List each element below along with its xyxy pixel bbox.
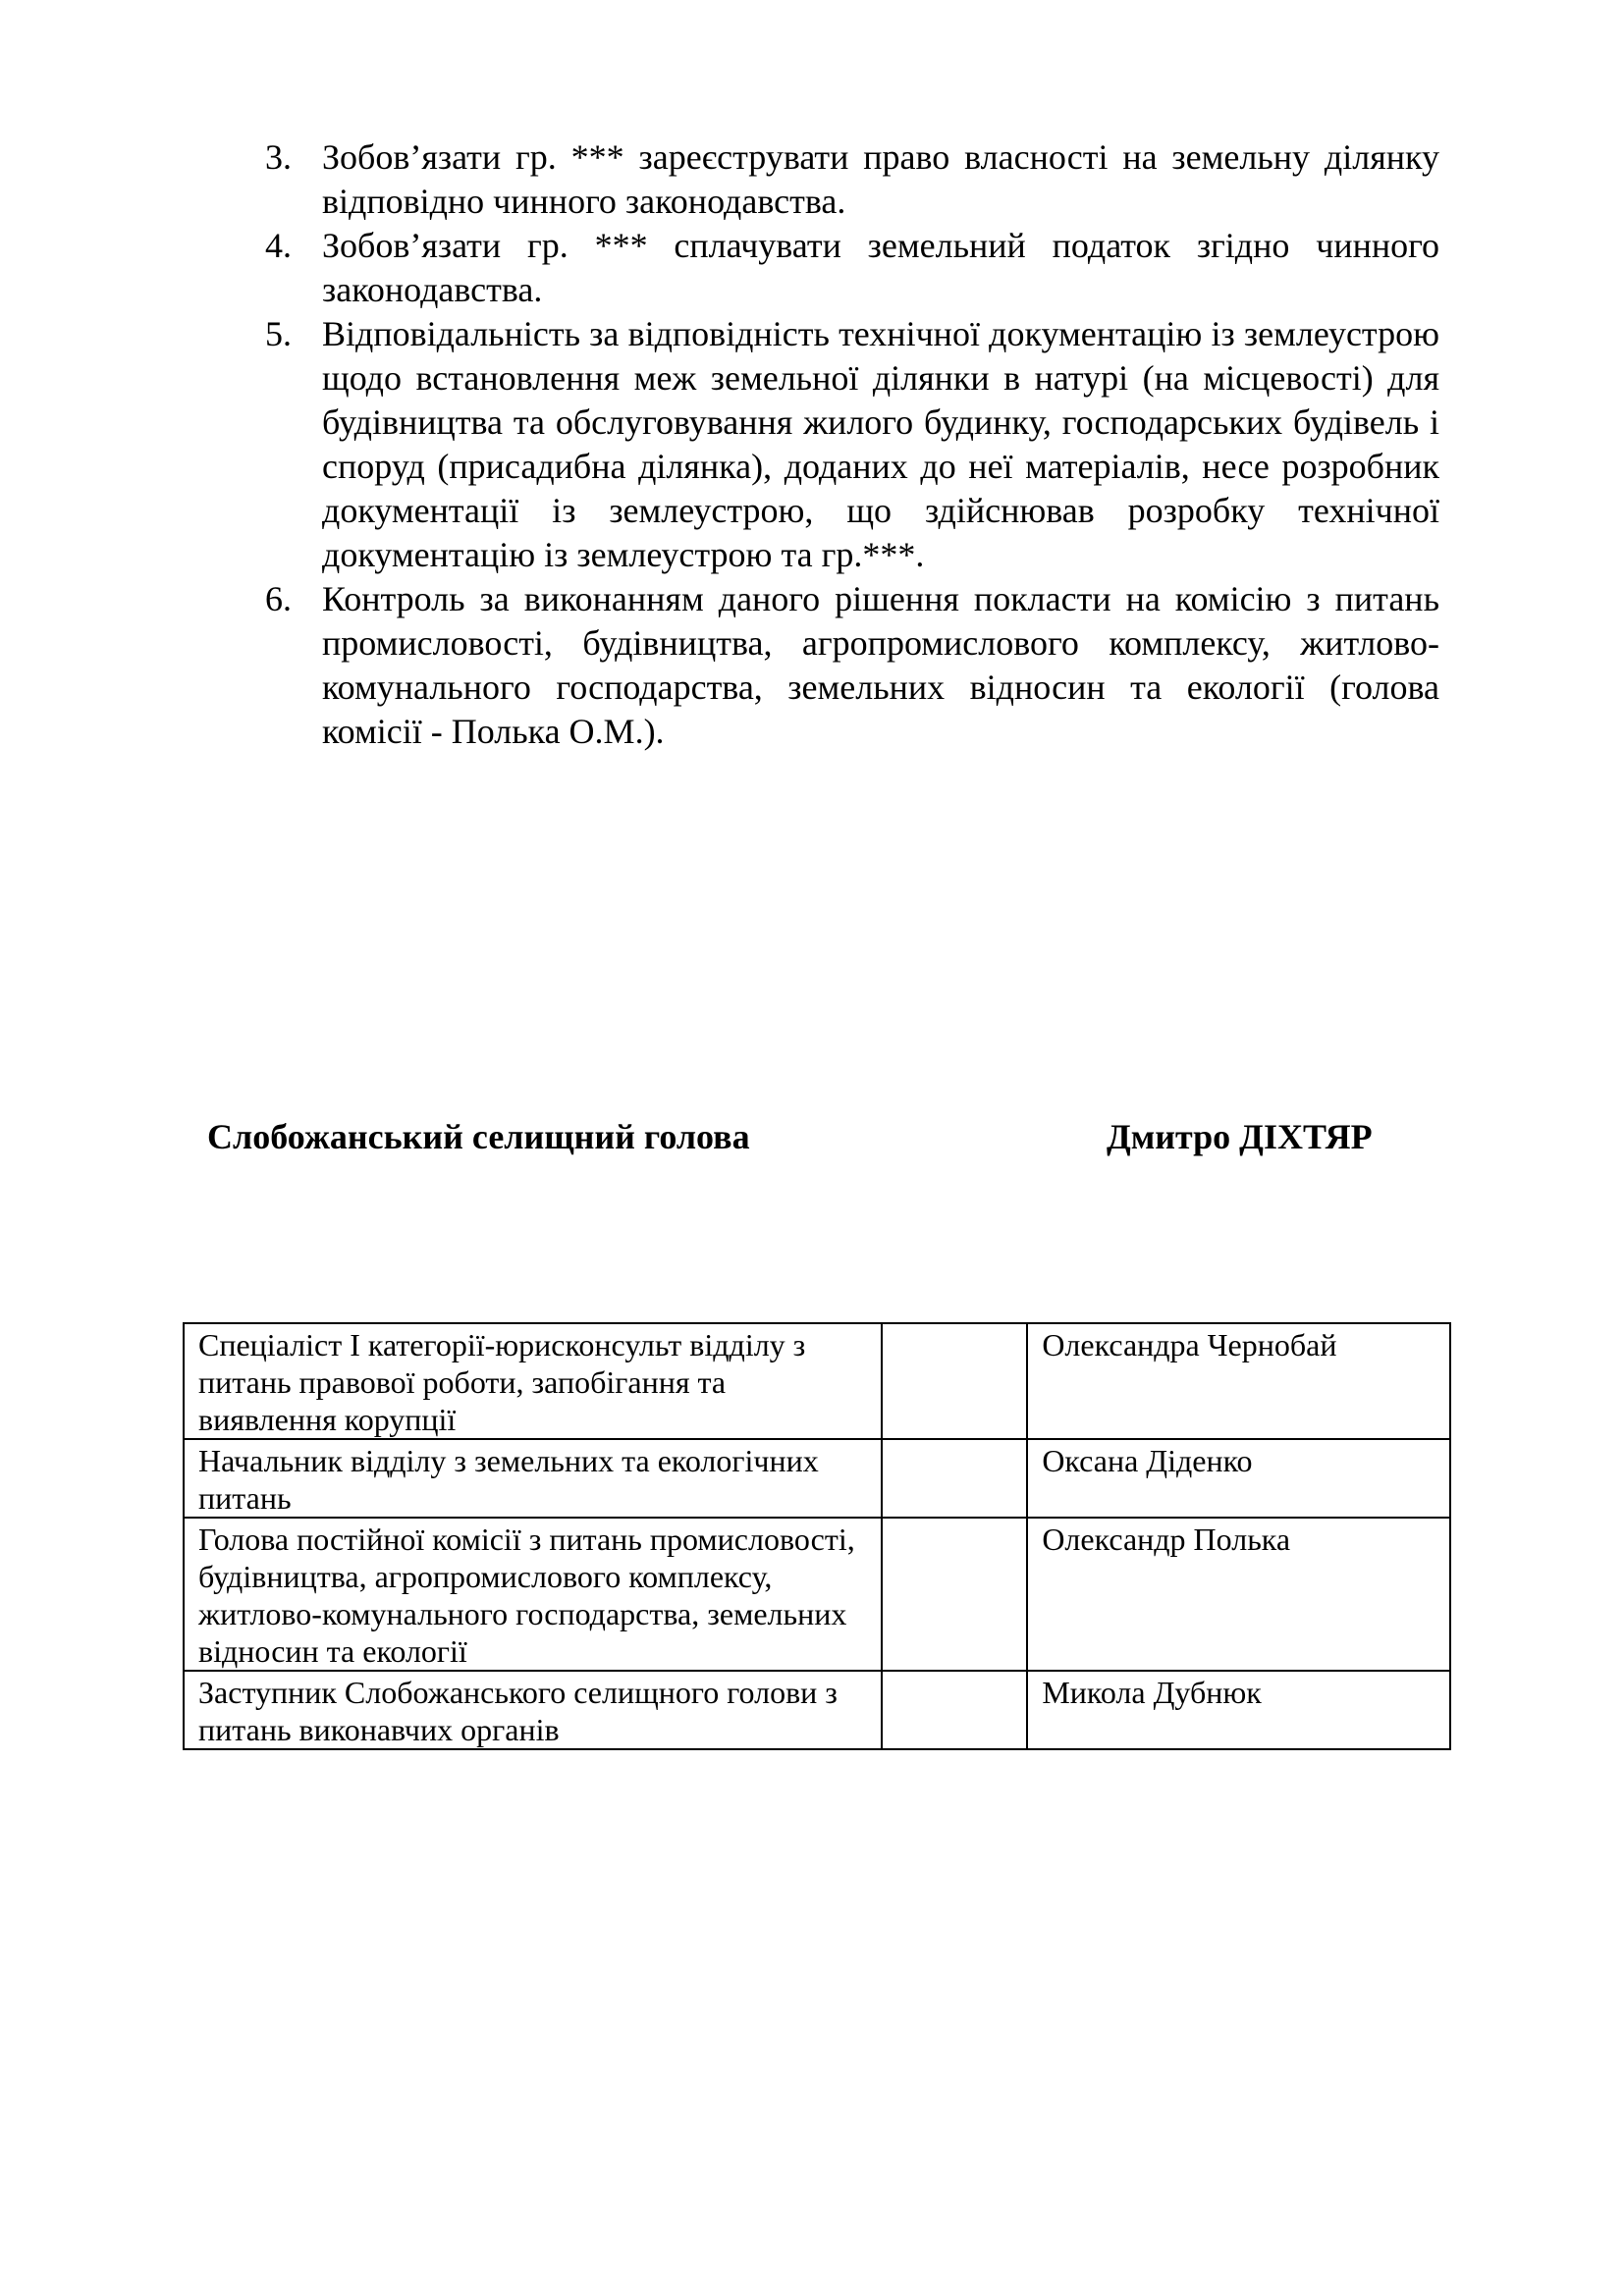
item-text: Зобов’язати гр. *** зареєструвати право власності на земельну ділянку відповідно чинного законодавства. bbox=[322, 137, 1439, 221]
table-row bbox=[184, 1439, 1450, 1518]
decision-item bbox=[265, 577, 1439, 754]
approver-position: Голова постійної комісії з питань промисловості, будівництва, агропромислового комплексу, житлово-комунального господарства, земельних відносин та екології bbox=[184, 1518, 882, 1671]
decision-item bbox=[265, 312, 1439, 577]
item-number: 3. bbox=[265, 137, 292, 177]
signatory-position: Слобожанський селищний голова bbox=[207, 1117, 750, 1156]
item-text: Контроль за виконанням даного рішення покласти на комісію з питань промисловості, будівництва, агропромислового комплексу, житлово-комунального господарства, земельних відносин та екології (голова комісії - Полька О.М.). bbox=[322, 579, 1439, 751]
table-row bbox=[184, 1671, 1450, 1749]
item-number: 5. bbox=[265, 314, 292, 353]
item-number: 4. bbox=[265, 226, 292, 265]
approver-name: Олександра Чернобай bbox=[1027, 1323, 1450, 1439]
approver-position: Заступник Слобожанського селищного голови з питань виконавчих органів bbox=[184, 1671, 882, 1749]
approver-signature-cell bbox=[882, 1518, 1027, 1671]
approver-name: Олександр Полька bbox=[1027, 1518, 1450, 1671]
item-text: Відповідальність за відповідність технічної документацію із землеустрою щодо встановлення меж земельної ділянки в натурі (на місцевості) для будівництва та обслуговування жилого будинку, господарських будівель і споруд (присадибна ділянка), доданих до неї матеріалів, несе розробник документації із землеустрою, що здійснював розробку технічної документацію із землеустрою та гр.***. bbox=[322, 314, 1439, 574]
approver-position: Начальник відділу з земельних та екологічних питань bbox=[184, 1439, 882, 1518]
item-number: 6. bbox=[265, 579, 292, 618]
decision-item bbox=[265, 135, 1439, 224]
signatory-name: Дмитро ДІХТЯР bbox=[1107, 1117, 1373, 1156]
decision-items-list bbox=[265, 135, 1439, 754]
decision-item bbox=[265, 224, 1439, 312]
approver-signature-cell bbox=[882, 1323, 1027, 1439]
approver-name: Микола Дубнюк bbox=[1027, 1671, 1450, 1749]
approver-signature-cell bbox=[882, 1671, 1027, 1749]
approvals-table bbox=[183, 1322, 1451, 1750]
approver-position: Спеціаліст І категорії-юрисконсульт відділу з питань правової роботи, запобігання та виявлення корупції bbox=[184, 1323, 882, 1439]
approver-name: Оксана Діденко bbox=[1027, 1439, 1450, 1518]
item-text: Зобов’язати гр. *** сплачувати земельний податок згідно чинного законодавства. bbox=[322, 226, 1439, 309]
approver-signature-cell bbox=[882, 1439, 1027, 1518]
table-row bbox=[184, 1323, 1450, 1439]
table-row bbox=[184, 1518, 1450, 1671]
